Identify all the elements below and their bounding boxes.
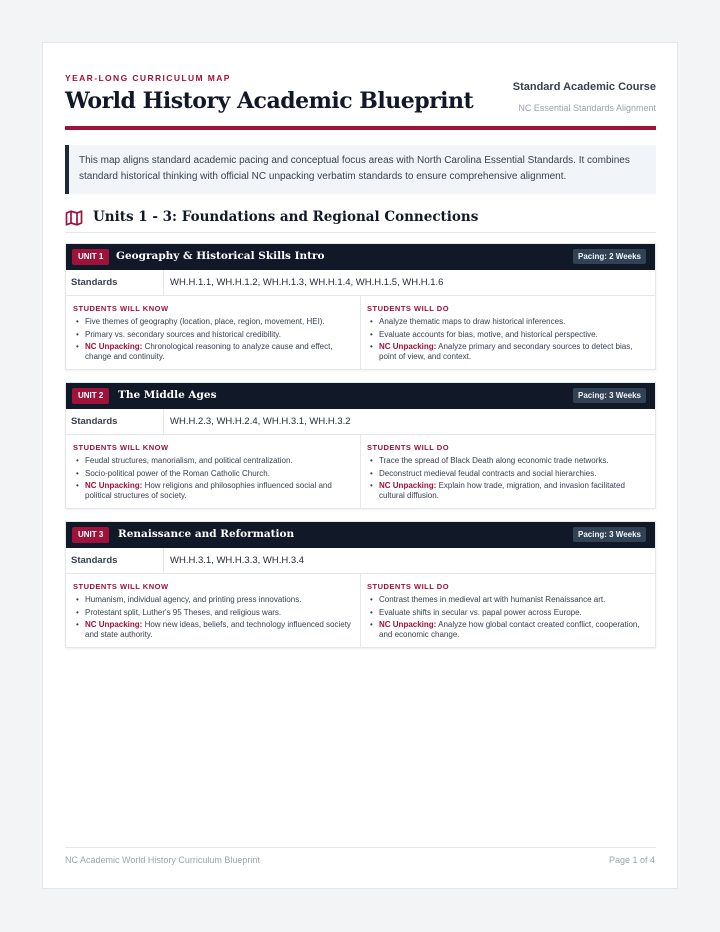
unpacking-text: Analyze how global contact created conflict, cooperation, and economic change. [379, 620, 640, 640]
unit-card-3 [65, 521, 656, 648]
students-will-know [66, 435, 361, 508]
unit-title: The Middle Ages [118, 389, 217, 401]
unpacking-text: Chronological reasoning to analyze cause and effect, change and continuity. [85, 342, 333, 362]
outcomes-columns [66, 574, 655, 647]
list-item: • Socio-political power of the Roman Catholic Church. [73, 469, 353, 479]
list-item: • Primary vs. secondary sources and historical credibility. [73, 330, 353, 340]
unit-header [66, 522, 655, 548]
alignment-note: NC Essential Standards Alignment [518, 103, 656, 113]
unpacking-label: NC Unpacking: [379, 481, 437, 490]
footer-divider [65, 847, 656, 848]
unpacking-label: NC Unpacking: [85, 620, 143, 629]
list-item-unpacking [367, 481, 648, 501]
list-item: • Analyze thematic maps to draw historical inferences. [367, 317, 648, 327]
know-heading: STUDENTS WILL KNOW [73, 304, 169, 313]
list-item: • Humanism, individual agency, and printing press innovations. [73, 595, 353, 605]
standards-codes: WH.H.2.3, WH.H.2.4, WH.H.3.1, WH.H.3.2 [170, 416, 351, 427]
page-content [65, 43, 656, 640]
course-name: Standard Academic Course [512, 81, 656, 93]
page-number: Page 1 of 4 [608, 855, 655, 865]
know-heading: STUDENTS WILL KNOW [73, 443, 169, 452]
students-will-do [361, 296, 655, 369]
standards-label: Standards [66, 270, 164, 295]
standards-row [66, 270, 655, 296]
unpacking-text: Analyze primary and secondary sources to detect bias, point of view, and context. [379, 342, 633, 362]
list-item: • Deconstruct medieval feudal contracts and social hierarchies. [367, 469, 648, 479]
pacing-badge: Pacing: 3 Weeks [573, 388, 646, 403]
intro-callout: This map aligns standard academic pacing and conceptual focus areas with North Carolina Essential Standards. It combines standard historical thinking with official NC unpacking verbatim standards to ensure comprehensive alignment. [65, 145, 656, 194]
unpacking-text: How religions and philosophies influenced social and political structures of society. [85, 481, 332, 501]
list-item: • Protestant split, Luther's 95 Theses, and religious wars. [73, 608, 353, 618]
section-title: Units 1 - 3: Foundations and Regional Connections [93, 209, 479, 225]
standards-codes: WH.H.3.1, WH.H.3.3, WH.H.3.4 [170, 555, 305, 566]
unpacking-label: NC Unpacking: [379, 620, 437, 629]
unpacking-label: NC Unpacking: [85, 342, 143, 351]
header-divider [65, 126, 656, 130]
do-heading: STUDENTS WILL DO [367, 304, 450, 313]
list-item: • Contrast themes in medieval art with humanist Renaissance art. [367, 595, 648, 605]
standards-label: Standards [66, 548, 164, 573]
list-item: • Evaluate accounts for bias, motive, and historical perspective. [367, 330, 648, 340]
list-item-unpacking [73, 481, 353, 501]
standards-row [66, 409, 655, 435]
unit-badge: UNIT 3 [72, 527, 109, 543]
map-icon [65, 210, 83, 231]
students-will-do [361, 435, 655, 508]
unit-card-2 [65, 382, 656, 509]
page-title: World History Academic Blueprint [65, 88, 474, 114]
standards-row [66, 548, 655, 574]
footer-title: NC Academic World History Curriculum Blueprint [65, 855, 260, 865]
students-will-do [361, 574, 655, 647]
pacing-badge: Pacing: 3 Weeks [573, 527, 646, 542]
students-will-know [66, 574, 361, 647]
unit-badge: UNIT 1 [72, 249, 109, 265]
list-item: • Five themes of geography (location, place, region, movement, HEI). [73, 317, 353, 327]
outcomes-columns [66, 296, 655, 369]
standards-label: Standards [66, 409, 164, 434]
know-heading: STUDENTS WILL KNOW [73, 582, 169, 591]
unit-title: Renaissance and Reformation [118, 528, 295, 540]
pacing-badge: Pacing: 2 Weeks [573, 249, 646, 264]
list-item-unpacking [73, 620, 353, 640]
document-header [65, 43, 656, 131]
unpacking-label: NC Unpacking: [85, 481, 143, 490]
list-item: • Feudal structures, manorialism, and political centralization. [73, 456, 353, 466]
unpacking-text: Explain how trade, migration, and invasion facilitated cultural diffusion. [379, 481, 625, 501]
section-heading [65, 208, 656, 233]
unpacking-label: NC Unpacking: [379, 342, 437, 351]
do-heading: STUDENTS WILL DO [367, 443, 450, 452]
list-item: • Trace the spread of Black Death along economic trade networks. [367, 456, 648, 466]
unit-title: Geography & Historical Skills Intro [116, 250, 325, 262]
list-item-unpacking [367, 620, 648, 640]
list-item-unpacking [367, 342, 648, 362]
unit-badge: UNIT 2 [72, 388, 109, 404]
list-item: • Evaluate shifts in secular vs. papal power across Europe. [367, 608, 648, 618]
document-page [42, 42, 678, 889]
unpacking-text: How new ideas, beliefs, and technology influenced society and state authority. [85, 620, 351, 640]
unit-header [66, 383, 655, 409]
unit-header [66, 244, 655, 270]
eyebrow-label: YEAR-LONG CURRICULUM MAP [65, 73, 231, 83]
list-item-unpacking [73, 342, 353, 362]
unit-card-1 [65, 243, 656, 370]
do-heading: STUDENTS WILL DO [367, 582, 450, 591]
students-will-know [66, 296, 361, 369]
standards-codes: WH.H.1.1, WH.H.1.2, WH.H.1.3, WH.H.1.4, WH.H.1.5, WH.H.1.6 [170, 277, 444, 288]
outcomes-columns [66, 435, 655, 508]
